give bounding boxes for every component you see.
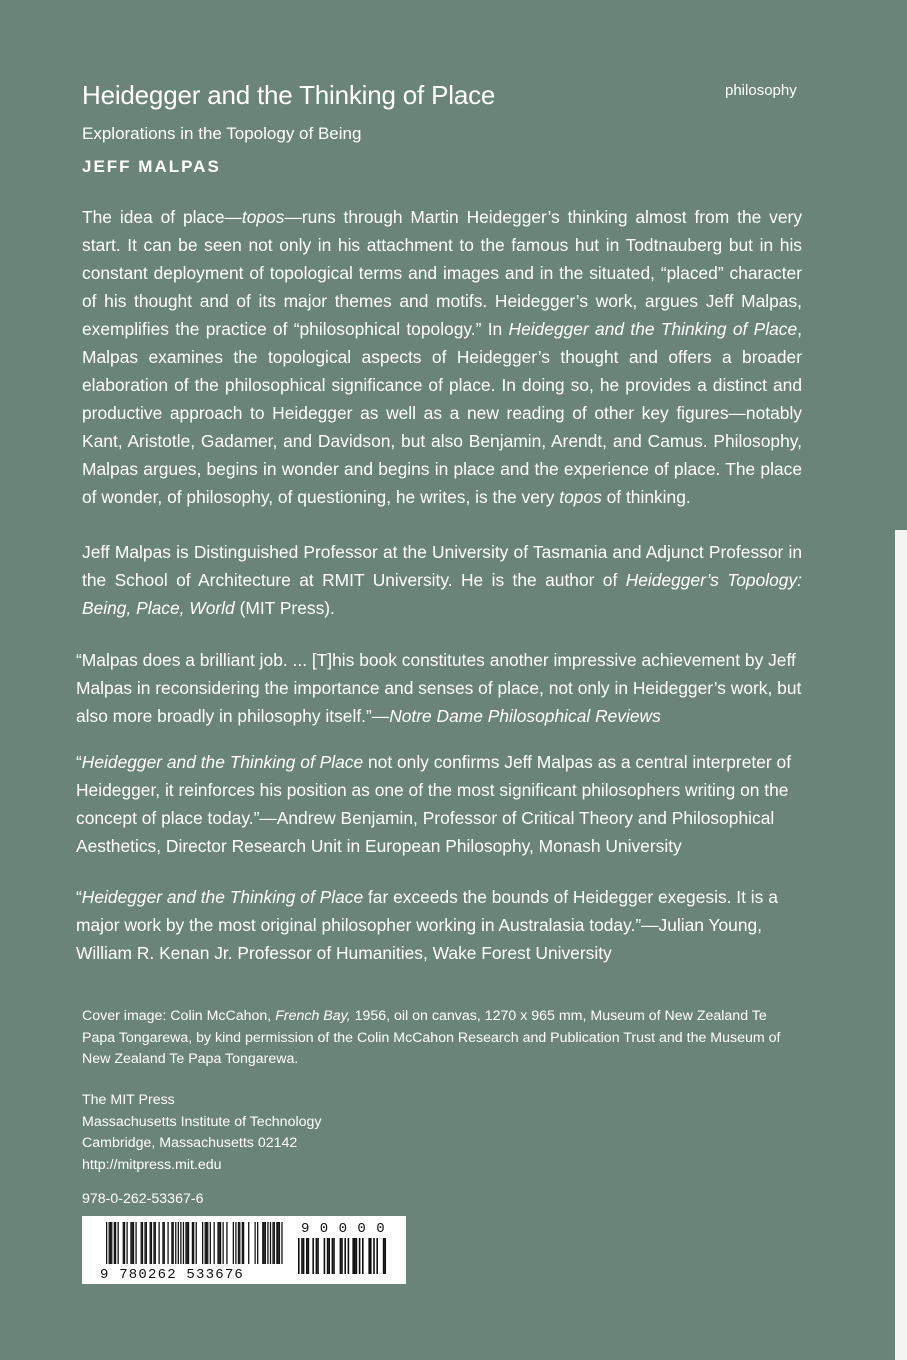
barcode-main-digits: 9 780262 533676: [100, 1267, 245, 1283]
barcode-bar: [316, 1238, 318, 1274]
barcode-bar: [146, 1222, 147, 1264]
barcode-bar: [110, 1222, 111, 1264]
publisher-block: [82, 1090, 321, 1176]
barcode-bar: [178, 1222, 179, 1264]
publisher-name: The MIT Press: [82, 1092, 175, 1108]
barcode-bar: [192, 1222, 193, 1264]
barcode-bar: [206, 1222, 207, 1264]
barcode-bar: [267, 1222, 268, 1264]
barcode-bar: [312, 1238, 314, 1274]
barcode-bar: [111, 1222, 112, 1264]
barcode-bar: [370, 1238, 372, 1274]
barcode-bar: [207, 1222, 208, 1264]
barcode-bar: [257, 1222, 258, 1264]
barcode-bar: [359, 1238, 361, 1274]
barcode-bar: [115, 1222, 116, 1264]
barcode-bar: [124, 1222, 125, 1264]
barcode-bar: [217, 1222, 218, 1264]
review-quote: “Heidegger and the Thinking of Place not only confirms Jeff Malpas as a central interpreter of Heidegger, it reinforces his position as one of the most significant philosophers writing on the concept of place today.”—Andrew Benjamin, Professor of Critical Theory and Philosophical Aesthetics, Director Research Unit in European Philosophy, Monash University: [76, 752, 792, 856]
barcode-bar: [202, 1222, 203, 1264]
barcode-bar: [188, 1222, 189, 1264]
barcode-bar: [348, 1238, 350, 1274]
barcode-bar: [270, 1222, 271, 1264]
barcode-bar: [150, 1222, 151, 1264]
barcode-bar: [298, 1238, 300, 1274]
author-name: JEFF MALPAS: [82, 157, 221, 176]
barcode-bar: [254, 1222, 255, 1264]
author-bio: Jeff Malpas is Distinguished Professor at the University of Tasmania and Adjunct Professor in the School of Architecture at RMIT University. He is the author of Heidegger’s Topology: Being, Place, World (MIT Press).: [82, 542, 802, 618]
barcode-bar: [130, 1222, 131, 1264]
barcode-bar: [158, 1222, 159, 1264]
barcode-bar: [301, 1238, 303, 1274]
barcode-bar: [368, 1238, 370, 1274]
barcode-bar: [344, 1238, 346, 1274]
barcode-bar: [242, 1222, 243, 1264]
book-title: Heidegger and the Thinking of Place: [82, 80, 496, 110]
barcode-bar: [141, 1222, 142, 1264]
barcode-bar: [151, 1222, 152, 1264]
barcode-bar: [210, 1222, 211, 1264]
barcode-bar: [333, 1238, 335, 1274]
barcode-bar: [265, 1222, 266, 1264]
barcode-bar: [133, 1222, 134, 1264]
barcode-bar: [263, 1222, 264, 1264]
barcode-bar: [144, 1222, 145, 1264]
publisher-address: Cambridge, Massachusetts 02142: [82, 1135, 298, 1151]
barcode-bar: [362, 1238, 364, 1274]
barcode-main-bars: [106, 1222, 283, 1264]
barcode-bar: [233, 1222, 234, 1264]
barcode-bar: [238, 1222, 239, 1264]
barcode-bar: [162, 1222, 163, 1264]
barcode-bar: [226, 1222, 227, 1264]
barcode-bar: [114, 1222, 115, 1264]
barcode-bar: [164, 1222, 165, 1264]
barcode-bar: [308, 1238, 310, 1274]
barcode-bar: [155, 1222, 156, 1264]
book-subtitle: Explorations in the Topology of Being: [82, 124, 362, 143]
barcode-bar: [373, 1238, 375, 1274]
barcode-bar: [279, 1222, 280, 1264]
barcode-bar: [356, 1238, 358, 1274]
book-description: The idea of place—topos—runs through Martin Heidegger’s thinking almost from the very start. It can be seen not only in his attachment to the famous hut in Todtnauberg but in his constant deployment of topological terms and images and in the situated, “placed” character of his thought and of its major themes and motifs. Heidegger’s work, argues Jeff Malpas, exemplifies the practice of “philosophical topology.” In Heidegger and the Thinking of Place, Malpas examines the topological aspects of Heidegger’s thought and offers a broader elaboration of the philosophical significance of place. In doing so, he provides a distinct and productive approach to Heidegger as well as a new reading of other key figures—notably Kant, Aristotle, Gadamer, and Davidson, but also Benjamin, Arendt, and Camus. Philosophy, Malpas argues, begins in wonder and begins in place and the experience of place. The place of wonder, of philosophy, of questioning, he writes, is the very topos of thinking.: [82, 207, 803, 507]
barcode-bar: [180, 1222, 181, 1264]
barcode-bar: [135, 1222, 136, 1264]
barcode-bar: [327, 1238, 329, 1274]
barcode-bar: [352, 1238, 354, 1274]
barcode-bar: [324, 1238, 326, 1274]
barcode-bar: [239, 1222, 240, 1264]
barcode-bar: [132, 1222, 133, 1264]
barcode-bar: [274, 1222, 275, 1264]
barcode: [82, 1216, 406, 1284]
barcode-bar: [187, 1222, 188, 1264]
barcode-bar: [340, 1238, 342, 1274]
barcode-bar: [106, 1222, 107, 1264]
barcode-bar: [235, 1222, 236, 1264]
barcode-bar: [272, 1222, 273, 1264]
barcode-bar: [303, 1238, 305, 1274]
barcode-bar: [354, 1238, 356, 1274]
cover-image-credit: Cover image: Colin McCahon, French Bay, 1956, oil on canvas, 1270 x 965 mm, Museum of New Zealand Te Papa Tongarewa, by kind permission of the Colin McCahon Research and Publication Trust and the Museum of New Zealand Te Papa Tongarewa.: [82, 1008, 781, 1067]
barcode-bar: [317, 1238, 319, 1274]
barcode-addon-bars: [298, 1238, 386, 1274]
barcode-bar: [328, 1238, 330, 1274]
barcode-bar: [276, 1222, 277, 1264]
barcode-bar: [219, 1222, 220, 1264]
barcode-addon-digits: 9 0 0 0 0: [301, 1221, 386, 1237]
barcode-bar: [243, 1222, 244, 1264]
barcode-bar: [262, 1222, 263, 1264]
barcode-bar: [306, 1238, 308, 1274]
barcode-bar: [205, 1222, 206, 1264]
barcode-bar: [248, 1222, 249, 1264]
barcode-bar: [278, 1222, 279, 1264]
barcode-bar: [193, 1222, 194, 1264]
barcode-bar: [167, 1222, 168, 1264]
publisher-url[interactable]: http://mitpress.mit.edu: [82, 1156, 222, 1173]
barcode-bar: [173, 1222, 174, 1264]
barcode-graphic: [82, 1216, 406, 1284]
barcode-bar: [220, 1222, 221, 1264]
barcode-bar: [183, 1222, 184, 1264]
barcode-bar: [118, 1222, 119, 1264]
barcode-bar: [341, 1238, 343, 1274]
barcode-bar: [109, 1222, 110, 1264]
barcode-bar: [332, 1238, 334, 1274]
barcode-bar: [222, 1222, 223, 1264]
category-label: philosophy: [725, 82, 797, 99]
isbn-number: 978-0-262-53367-6: [82, 1191, 204, 1207]
barcode-bar: [376, 1238, 378, 1274]
barcode-bar: [153, 1222, 154, 1264]
review-quote: “Heidegger and the Thinking of Place far exceeds the bounds of Heidegger exegesis. It is a major work by the most original philosopher working in Australasia today.”—Julian Young, William R. Kenan Jr. Professor of Humanities, Wake Forest University: [76, 887, 778, 963]
edge-strip: [895, 530, 907, 1360]
barcode-bar: [123, 1222, 124, 1264]
barcode-bar: [171, 1222, 172, 1264]
barcode-bar: [383, 1238, 385, 1274]
barcode-bar: [196, 1222, 197, 1264]
barcode-bar: [142, 1222, 143, 1264]
review-quote: “Malpas does a brilliant job. ... [T]his book constitutes another impressive achievement by Jeff Malpas in reconsidering the importance and senses of place, not only in Heidegger’s work, but also more broadly in philosophy itself.”—Notre Dame Philosophical Reviews: [76, 650, 802, 726]
barcode-bar: [175, 1222, 176, 1264]
barcode-bar: [384, 1238, 386, 1274]
barcode-bar: [214, 1222, 215, 1264]
barcode-bar: [185, 1222, 186, 1264]
barcode-bar: [281, 1222, 282, 1264]
barcode-bar: [126, 1222, 127, 1264]
publisher-institute: Massachusetts Institute of Technology: [82, 1113, 322, 1130]
